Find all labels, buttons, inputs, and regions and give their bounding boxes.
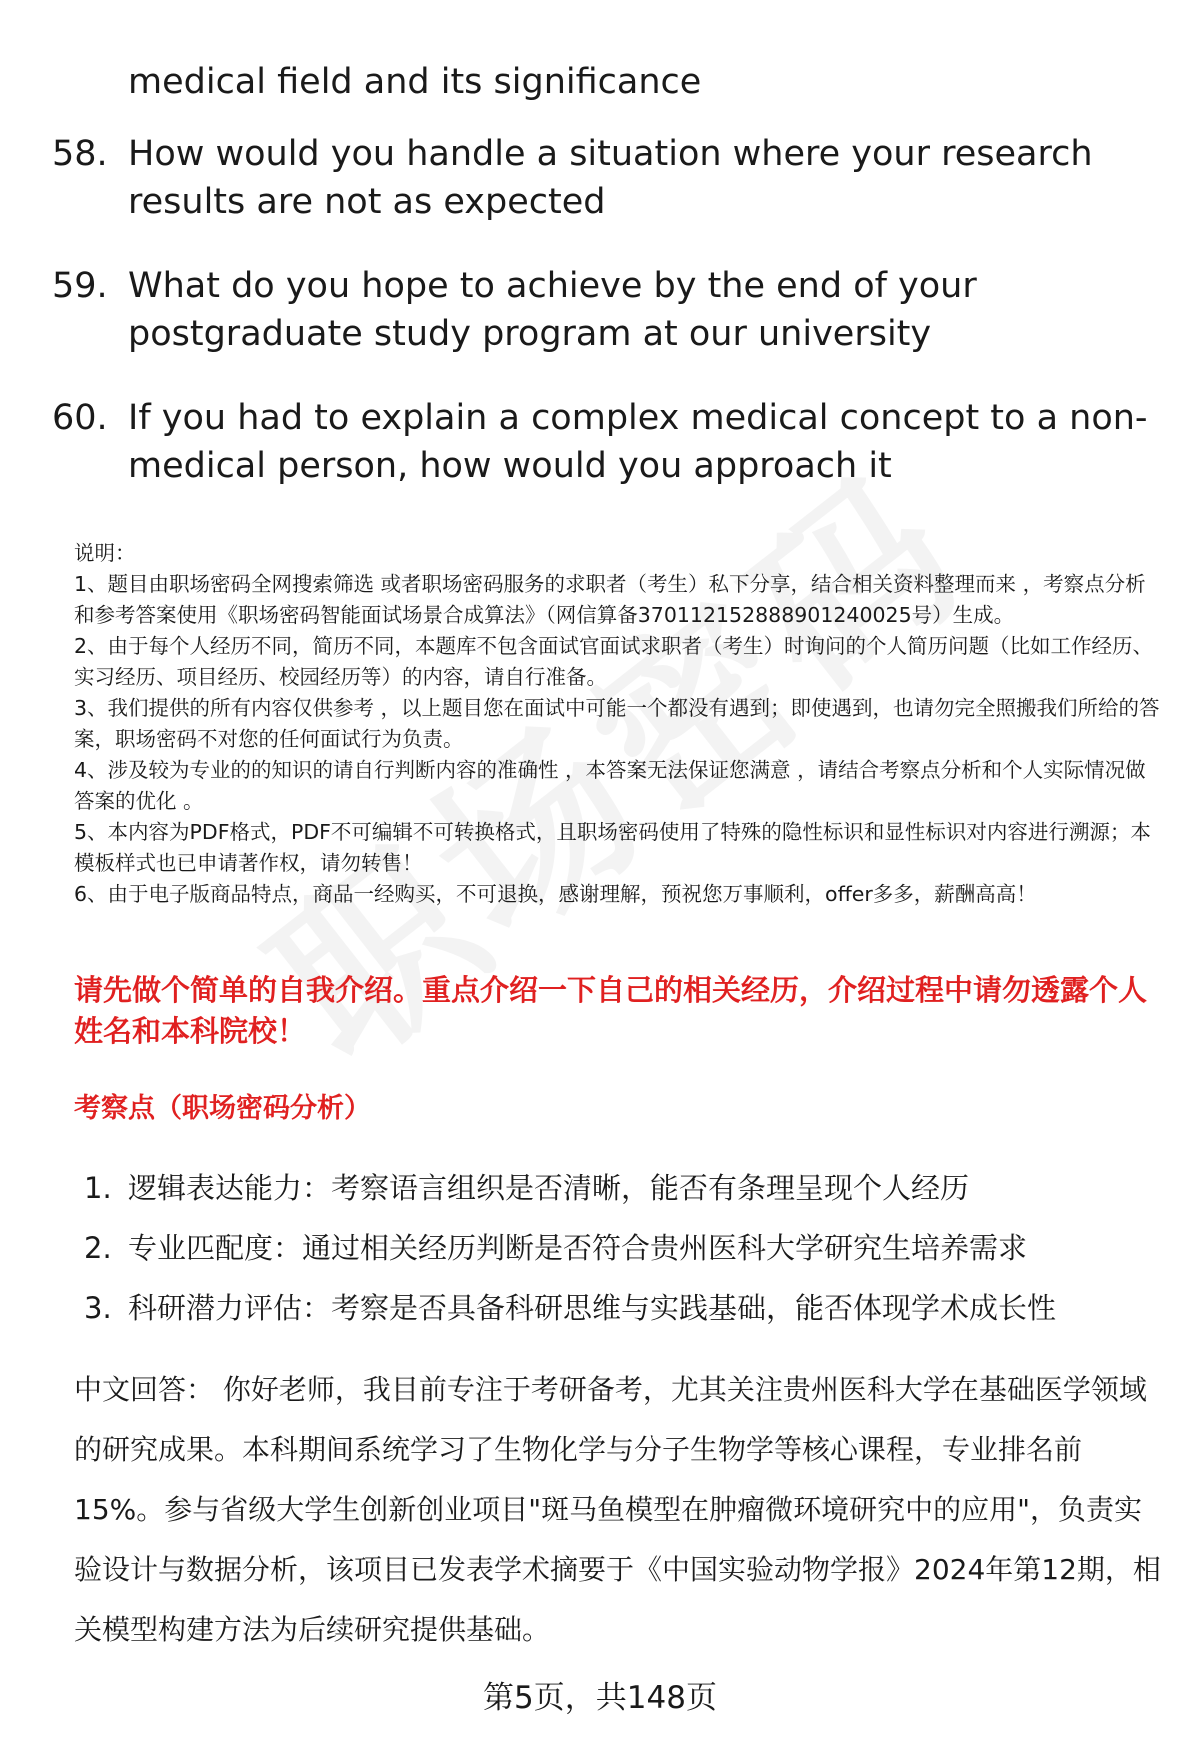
page-footer: 第5页，共148页 <box>483 1680 717 1716</box>
point-text: 科研潜力评估：考察是否具备科研思维与实践基础，能否体现学术成长性 <box>128 1291 1057 1325</box>
note-item: 5、本内容为PDF格式，PDF不可编辑不可转换格式，且职场密码使用了特殊的隐性标识和显性标识对内容进行溯源；本模板样式也已申请著作权，请勿转售！ <box>74 820 1151 875</box>
analysis-point <box>84 1218 1164 1278</box>
question-number: 58. <box>52 134 108 174</box>
analysis-points <box>84 1158 1164 1338</box>
question-59 <box>52 262 1162 358</box>
question-text: How would you handle a situation where your research results are not as expected <box>128 134 1093 222</box>
notes-section <box>74 538 1164 910</box>
analysis-point <box>84 1158 1164 1218</box>
note-item: 1、题目由职场密码全网搜索筛选 或者职场密码服务的求职者（考生）私下分享，结合相关资料整理而来 ，考察点分析和参考答案使用《职场密码智能面试场景合成算法》（网信算备370112152888901240025号）生成。 <box>74 572 1146 627</box>
point-number: 3. <box>84 1291 112 1325</box>
point-number: 1. <box>84 1171 112 1205</box>
note-item: 4、涉及较为专业的的知识的请自行判断内容的准确性 ，本答案无法保证您满意 ，请结合考察点分析和个人实际情况做答案的优化 。 <box>74 758 1146 813</box>
question-number: 59. <box>52 266 108 306</box>
note-item: 2、由于每个人经历不同，简历不同，本题库不包含面试官面试求职者（考生）时询问的个人简历问题（比如工作经历、实习经历、项目经历、校园经历等）的内容，请自行准备。 <box>74 634 1154 689</box>
question-60 <box>52 394 1162 490</box>
question-text: If you had to explain a complex medical concept to a non-medical person, how would you approach it <box>128 398 1148 486</box>
point-number: 2. <box>84 1231 112 1265</box>
notes-title: 说明： <box>74 541 136 565</box>
analysis-point <box>84 1278 1164 1338</box>
answer-text: 中文回答： 你好老师，我目前专注于考研备考，尤其关注贵州医科大学在基础医学领域的研究成果。本科期间系统学习了生物化学与分子生物学等核心课程，专业排名前15%。参与省级大学生创新创业项目"斑马鱼模型在肿瘤微环境研究中的应用"，负责实验设计与数据分析，该项目已发表学术摘要于《中国实验动物学报》2024年第12期，相关模型构建方法为后续研究提供基础。 <box>74 1373 1161 1646</box>
question-text: What do you hope to achieve by the end of your postgraduate study program at our university <box>128 266 977 354</box>
question-58 <box>52 130 1162 226</box>
analysis-heading: 考察点（职场密码分析） <box>74 1093 371 1124</box>
question-continuation: medical field and its significance <box>128 62 702 102</box>
question-number: 60. <box>52 398 108 438</box>
interview-question: 请先做个简单的自我介绍。重点介绍一下自己的相关经历，介绍过程中请勿透露个人姓名和本科院校！ <box>74 973 1148 1048</box>
point-text: 专业匹配度：通过相关经历判断是否符合贵州医科大学研究生培养需求 <box>128 1231 1028 1265</box>
answer-section <box>74 1360 1164 1660</box>
point-text: 逻辑表达能力：考察语言组织是否清晰，能否有条理呈现个人经历 <box>128 1171 970 1205</box>
note-item: 3、我们提供的所有内容仅供参考 ，以上题目您在面试中可能一个都没有遇到；即使遇到，也请勿完全照搬我们所给的答案，职场密码不对您的任何面试行为负责。 <box>74 696 1160 751</box>
note-item: 6、由于电子版商品特点，商品一经购买，不可退换，感谢理解，预祝您万事顺利，offer多多，薪酬高高！ <box>74 882 1037 906</box>
